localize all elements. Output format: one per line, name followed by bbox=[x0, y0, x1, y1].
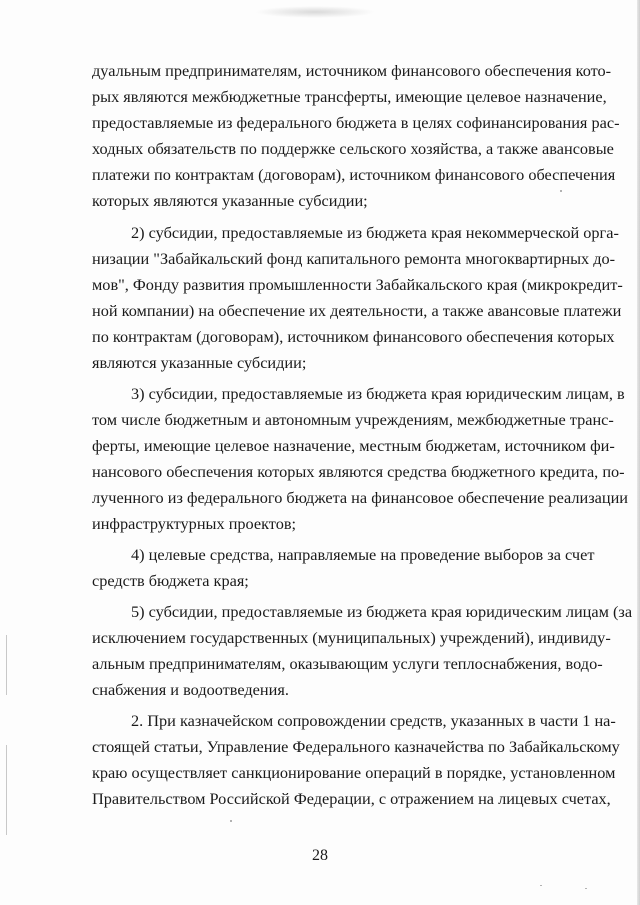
text-line: ферты, имеющие целевое назначение, местным бюджетам, источником фи- bbox=[92, 436, 615, 455]
page-number: 28 bbox=[312, 847, 328, 864]
text-line: Правительством Российской Федерации, с отражением на лицевых счетах, bbox=[92, 789, 611, 808]
text-line: исключением государственных (муниципальных) учреждений), индивиду- bbox=[92, 628, 611, 647]
text-line: краю осуществляет санкционирование операций в порядке, установленном bbox=[92, 763, 616, 782]
text-line: дуальным предпринимателям, источником финансового обеспечения кото- bbox=[92, 61, 612, 80]
text-line: 3) субсидии, предоставляемые из бюджета края юридическим лицам, в bbox=[131, 384, 625, 403]
text-line: рых являются межбюджетные трансферты, имеющие целевое назначение, bbox=[92, 87, 607, 106]
text-line: низации "Забайкальский фонд капитального ремонта многоквартирных до- bbox=[92, 249, 616, 268]
scan-speck bbox=[230, 820, 232, 822]
text-line: мов", Фонду развития промышленности Забайкальского края (микрокредит- bbox=[92, 275, 623, 294]
scan-mark bbox=[6, 745, 7, 835]
scan-speck bbox=[540, 885, 542, 886]
text-line: ходных обязательств по поддержке сельского хозяйства, а также авансовые bbox=[92, 139, 614, 158]
scan-noise bbox=[255, 6, 375, 18]
text-line: том числе бюджетным и автономным учреждениям, межбюджетные транс- bbox=[92, 410, 614, 429]
text-line: по контрактам (договорам), источником финансового обеспечения которых bbox=[92, 327, 615, 346]
text-line: стоящей статьи, Управление Федерального казначейства по Забайкальскому bbox=[92, 737, 620, 756]
text-line: 2) субсидии, предоставляемые из бюджета края некоммерческой орга- bbox=[131, 223, 619, 242]
text-line: которых являются указанные субсидии; bbox=[92, 191, 368, 210]
text-line: платежи по контрактам (договорам), источником финансового обеспечения bbox=[92, 165, 616, 184]
text-line: снабжения и водоотведения. bbox=[92, 680, 289, 699]
text-line: являются указанные субсидии; bbox=[92, 353, 307, 372]
text-line: 4) целевые средства, направляемые на проведение выборов за счет bbox=[131, 545, 595, 564]
text-line: лученного из федерального бюджета на финансовое обеспечение реализации bbox=[92, 488, 629, 507]
scan-speck bbox=[585, 888, 587, 889]
text-line: средств бюджета края; bbox=[92, 571, 249, 590]
text-line: 5) субсидии, предоставляемые из бюджета края юридическим лицам (за bbox=[131, 602, 633, 621]
text-line: инфраструктурных проектов; bbox=[92, 514, 297, 533]
text-line: нансового обеспечения которых являются средства бюджетного кредита, по- bbox=[92, 462, 625, 481]
scan-mark bbox=[6, 635, 7, 695]
text-line: предоставляемые из федерального бюджета в целях софинансирования рас- bbox=[92, 113, 620, 132]
text-line: 2. При казначейском сопровождении средств, указанных в части 1 на- bbox=[131, 711, 616, 730]
text-line: альным предпринимателям, оказывающим услуги теплоснабжения, водо- bbox=[92, 654, 603, 673]
text-line: ной компании) на обеспечение их деятельности, а также авансовые платежи bbox=[92, 301, 622, 320]
